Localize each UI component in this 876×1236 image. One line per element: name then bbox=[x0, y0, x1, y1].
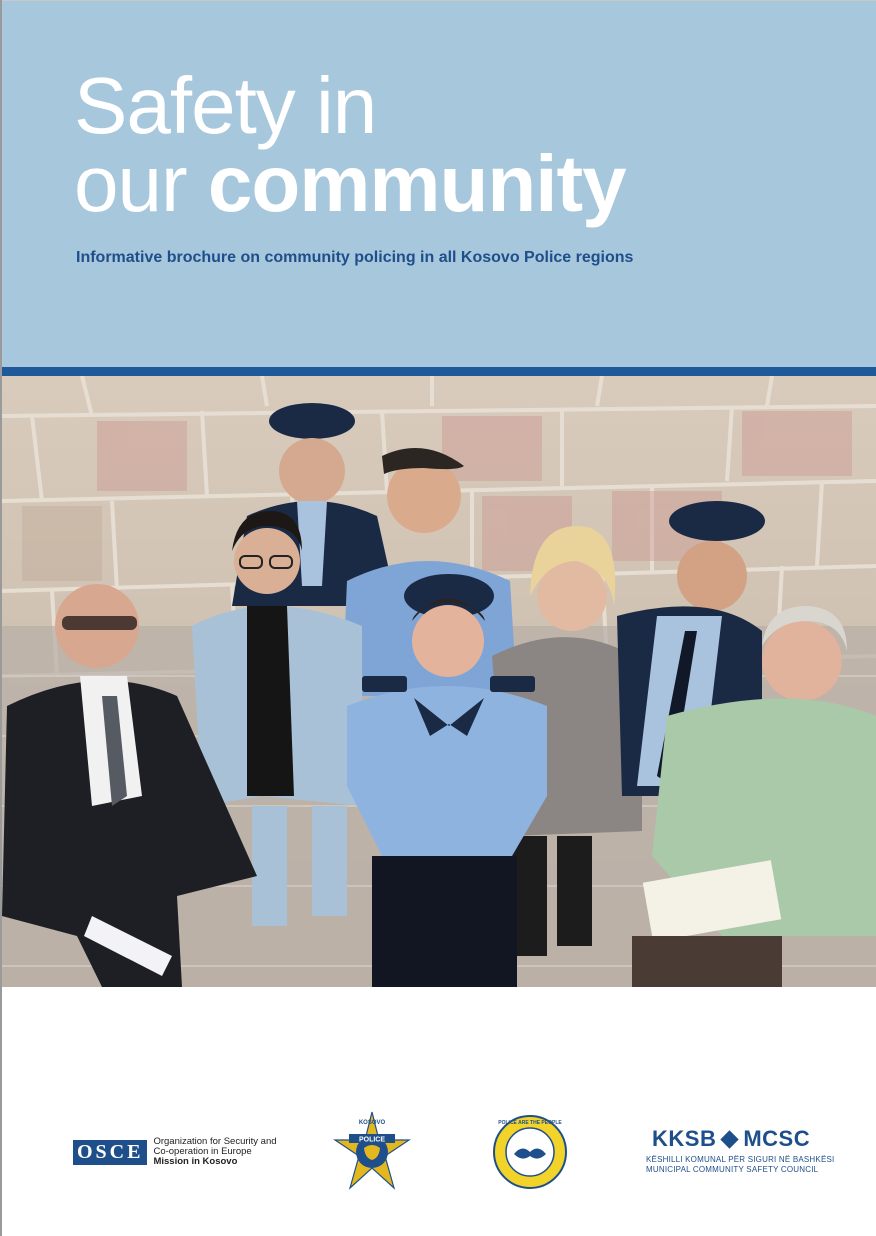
kksb-left: KKSB bbox=[652, 1126, 717, 1151]
cover-subtitle: Informative brochure on community policing in all Kosovo Police regions bbox=[76, 249, 634, 266]
osce-mark: OSCE bbox=[73, 1140, 147, 1165]
title-line-2-bold: community bbox=[207, 139, 626, 228]
kksb-line-2: MUNICIPAL COMMUNITY SAFETY COUNCIL bbox=[646, 1165, 819, 1174]
group-photo bbox=[2, 376, 876, 987]
police-top-text: KOSOVO bbox=[358, 1120, 386, 1126]
kksb-subtitle bbox=[646, 1155, 836, 1175]
police-band-text: POLICE bbox=[358, 1136, 386, 1144]
kksb-title bbox=[652, 1126, 836, 1152]
diamond-icon bbox=[721, 1130, 739, 1148]
cover-header bbox=[2, 1, 876, 367]
osce-logo bbox=[73, 1137, 277, 1167]
kksb-line-1: KËSHILLI KOMUNAL PËR SIGURI NË BASHKËSI bbox=[646, 1155, 835, 1164]
group-photo-illustration bbox=[2, 376, 876, 987]
cover-title bbox=[74, 61, 626, 228]
logo-strip bbox=[0, 1100, 876, 1200]
osce-text bbox=[153, 1137, 276, 1167]
title-line-2 bbox=[74, 139, 626, 228]
title-line-1: Safety in bbox=[74, 61, 377, 150]
title-line-2-regular: our bbox=[74, 139, 208, 228]
kksb-logo bbox=[646, 1126, 836, 1175]
osce-line-2: Co-operation in Europe bbox=[153, 1146, 252, 1157]
community-policing-logo bbox=[492, 1114, 568, 1190]
kksb-right: MCSC bbox=[743, 1126, 811, 1151]
accent-rule bbox=[2, 367, 876, 376]
osce-line-1: Organization for Security and bbox=[153, 1136, 277, 1147]
community-ring-text: POLICE ARE THE PEOPLE bbox=[498, 1120, 562, 1126]
kosovo-police-logo bbox=[331, 1110, 413, 1192]
osce-line-3: Mission in Kosovo bbox=[153, 1156, 238, 1167]
